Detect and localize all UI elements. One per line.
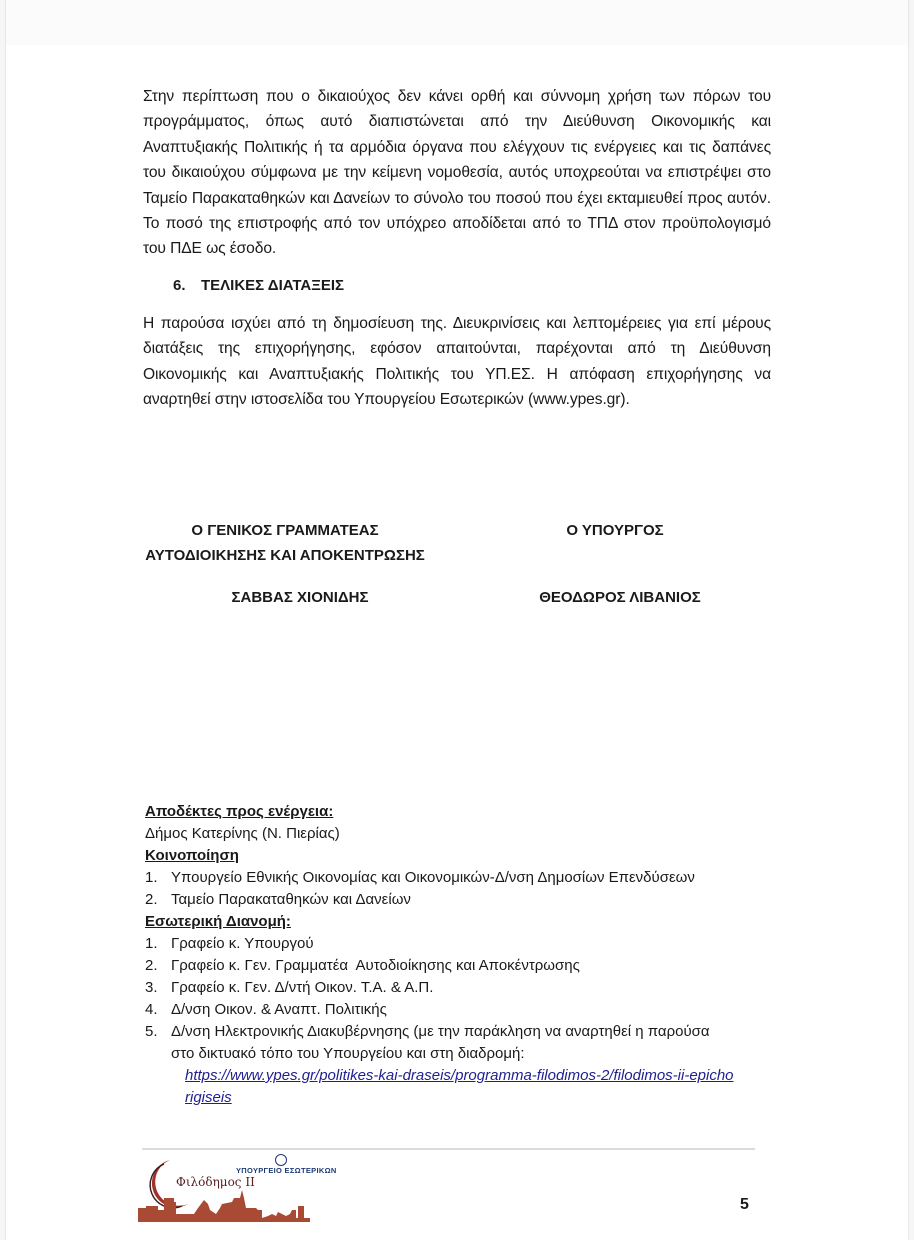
notification-list [145,867,775,911]
list-text: Γραφείο κ. Γεν. Δ/ντή Οικον. Τ.Α. & Α.Π. [171,979,434,996]
list-number: 2. [145,891,158,908]
signature-left-title-line2: ΑΥΤΟΔΙΟΙΚΗΣΗΣ ΚΑΙ ΑΠΟΚΕΝΤΡΩΣΗΣ [145,547,425,564]
list-item [145,955,775,977]
list-text: Γραφείο κ. Υπουργού [171,935,314,952]
signature-left-name: ΣΑΒΒΑΣ ΧΙΟΝΙΔΗΣ [231,589,369,606]
recipients-section [145,801,775,1109]
list-item [145,977,775,999]
list-item [145,867,775,889]
list-item [145,1021,775,1109]
internal-distribution-heading: Εσωτερική Διανομή: [145,913,291,930]
ministry-label: ΥΠΟΥΡΓΕΙΟ ΕΣΩΤΕΡΙΚΩΝ [236,1166,337,1175]
paragraph-final-provisions: Η παρούσα ισχύει από τη δημοσίευση της. Διευκρινίσεις και λεπτομέρειες για επί μέρους διατάξεις της επιχορήγησης, εφόσον απαιτούνται, παρέχονται από τη Διεύθυνση Οικονομικής και Αναπτυξιακής Πολιτικής του ΥΠ.ΕΣ. Η απόφαση επιχορήγησης να αναρτηθεί στην ιστοσελίδα του Υπουργείου Εσωτερικών (www.ypes.gr). [143,315,771,409]
page-number: 5 [740,1196,749,1213]
filodimos-logo [136,1152,336,1232]
list-item [145,889,775,911]
footer-divider [142,1148,755,1150]
signature-right-name: ΘΕΟΔΩΡΟΣ ΛΙΒΑΝΙΟΣ [539,589,701,606]
action-recipients-heading: Αποδέκτες προς ενέργεια: [145,803,334,820]
list-item [145,999,775,1021]
greek-coat-of-arms-icon [275,1154,287,1166]
list-number: 1. [145,869,158,886]
list-number: 3. [145,979,158,996]
list-number: 2. [145,957,158,974]
signature-left-title-line1: Ο ΓΕΝΙΚΟΣ ΓΡΑΜΜΑΤΕΑΣ [191,522,379,539]
list-text: Δ/νση Οικον. & Αναπτ. Πολιτικής [171,1001,387,1018]
paragraph-refund: Στην περίπτωση που ο δικαιούχος δεν κάνει ορθή και σύννομη χρήση των πόρων του προγράμματος, όπως αυτό διαπιστώνεται από την Διεύθυνση Οικονομικής και Αναπτυξιακής Πολιτικής ή τα αρμόδια όργανα που ελέγχουν τις ενέργειες και τις δαπάνες του δικαιούχου σύμφωνα με την κείμενη νομοθεσία, αυτός υποχρεούται να επιστρέψει στο Ταμείο Παρακαταθηκών και Δανείων το σύνολο του ποσού που έχει εκταμιευθεί προς αυτόν. Το ποσό της επιστροφής από τον υπόχρεο αποδίδεται από το ΤΠΔ στον προϋπολογισμό του ΠΔΕ ως έσοδο. [143,88,771,258]
list-text: Δ/νση Ηλεκτρονικής Διακυβέρνησης (με την παράκληση να αναρτηθεί η παρούσα στο δικτυακό τόπο του Υπουργείου και στη διαδρομή: [171,1023,710,1062]
list-text: Ταμείο Παρακαταθηκών και Δανείων [171,891,411,908]
list-text: Γραφείο κ. Γεν. Γραμματέα Αυτοδιοίκησης και Αποκέντρωσης [171,957,580,974]
list-text: Υπουργείο Εθνικής Οικονομίας και Οικονομικών-Δ/νση Δημοσίων Επενδύσεων [171,869,695,886]
section-number: 6. [173,277,186,294]
internal-distribution-list [145,933,775,1109]
signature-right-title: Ο ΥΠΟΥΡΓΟΣ [566,522,664,539]
filodimos-link[interactable]: https://www.ypes.gr/politikes-kai-draseis/programma-filodimos-2/filodimos-ii-epichorigiseis [185,1067,734,1106]
action-recipient: Δήμος Κατερίνης (Ν. Πιερίας) [145,825,340,842]
logo-text: Φιλόδημος ΙΙ [176,1175,255,1189]
list-number: 1. [145,935,158,952]
notification-heading: Κοινοποίηση [145,847,239,864]
section-heading-final-provisions [173,277,344,294]
list-number: 4. [145,1001,158,1018]
section-title: ΤΕΛΙΚΕΣ ΔΙΑΤΑΞΕΙΣ [201,277,345,294]
list-item [145,933,775,955]
list-number: 5. [145,1023,158,1040]
signature-left-title [140,518,430,568]
